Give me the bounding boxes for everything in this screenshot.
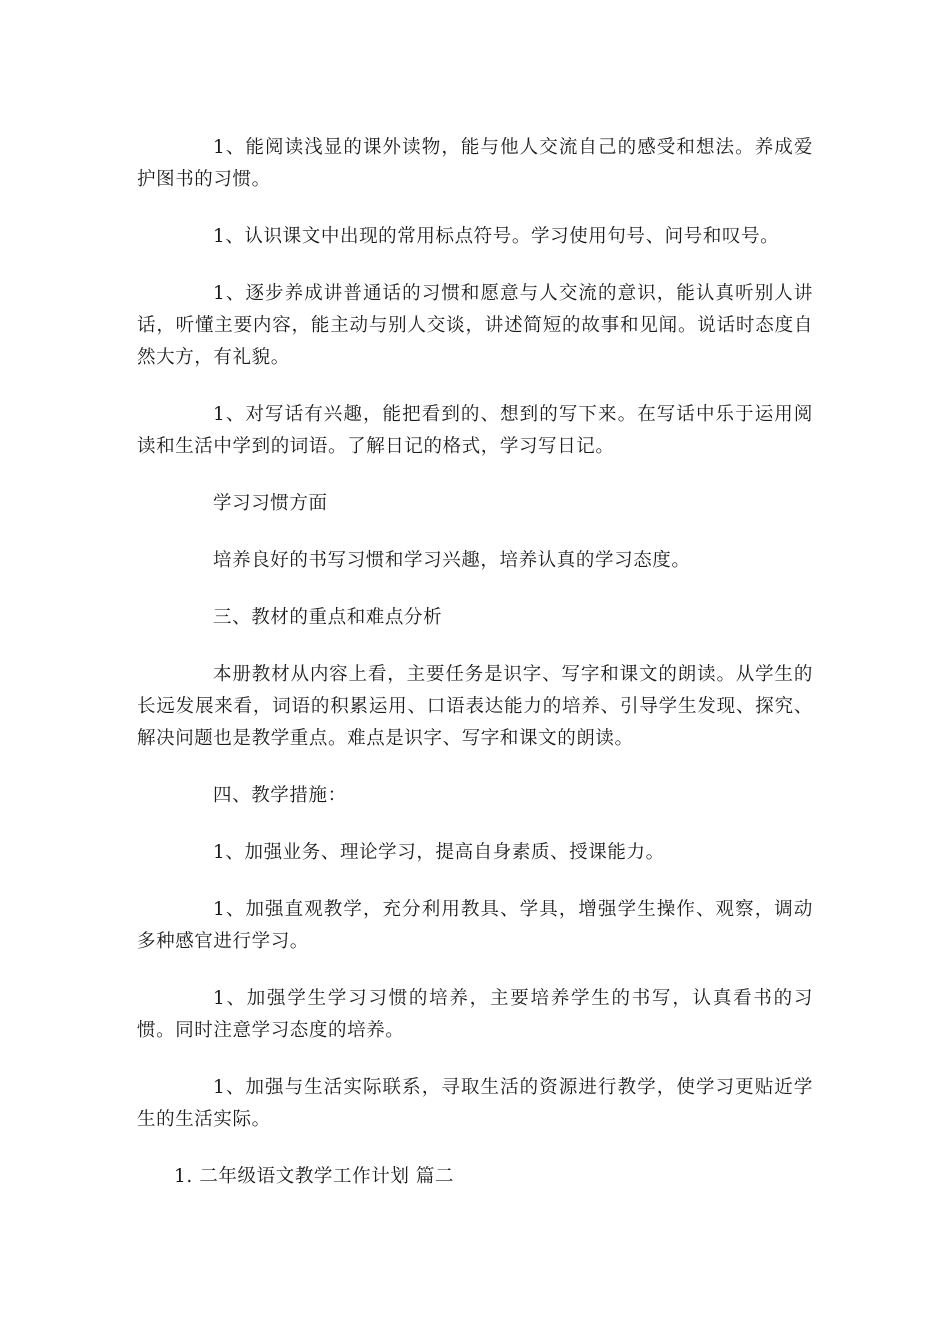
heading-measures: 四、教学措施： xyxy=(213,785,347,806)
paragraph-measure-4: 1、加强与生活实际联系，寻取生活的资源进行教学，使学习更贴近学生的生活实际。 xyxy=(137,1077,813,1130)
next-section-title: 1. 二年级语文教学工作计划 篇二 xyxy=(174,1166,455,1187)
paragraph-punctuation: 1、认识课文中出现的常用标点符号。学习使用句号、问号和叹号。 xyxy=(213,226,780,247)
paragraph-speaking: 1、逐步养成讲普通话的习惯和愿意与人交流的意识，能认真听别人讲话，听懂主要内容，能主动与别人交谈，讲述简短的故事和见闻。说话时态度自然大方，有礼貌。 xyxy=(137,283,813,368)
paragraph-measure-3: 1、加强学生学习习惯的培养，主要培养学生的书写，认真看书的习惯。同时注意学习态度的培养。 xyxy=(137,988,813,1041)
paragraph-key-points: 本册教材从内容上看，主要任务是识字、写字和课文的朗读。从学生的长远发展来看，词语的积累运用、口语表达能力的培养、引导学生发现、探究、解决问题也是教学重点。难点是识字、写字和课文的朗读。 xyxy=(137,664,813,749)
paragraph-reading: 1、能阅读浅显的课外读物，能与他人交流自己的感受和想法。养成爱护图书的习惯。 xyxy=(137,137,813,190)
paragraph-writing: 1、对写话有兴趣，能把看到的、想到的写下来。在写话中乐于运用阅读和生活中学到的词语。了解日记的格式，学习写日记。 xyxy=(137,404,813,457)
heading-key-points: 三、教材的重点和难点分析 xyxy=(213,607,443,628)
document-body xyxy=(137,132,813,1218)
paragraph-habits: 培养良好的书写习惯和学习兴趣，培养认真的学习态度。 xyxy=(213,550,691,571)
heading-study-habits: 学习习惯方面 xyxy=(213,493,328,514)
paragraph-measure-2: 1、加强直观教学，充分利用教具、学具，增强学生操作、观察，调动多种感官进行学习。 xyxy=(137,899,813,952)
paragraph-measure-1: 1、加强业务、理论学习，提高自身素质、授课能力。 xyxy=(213,842,665,863)
